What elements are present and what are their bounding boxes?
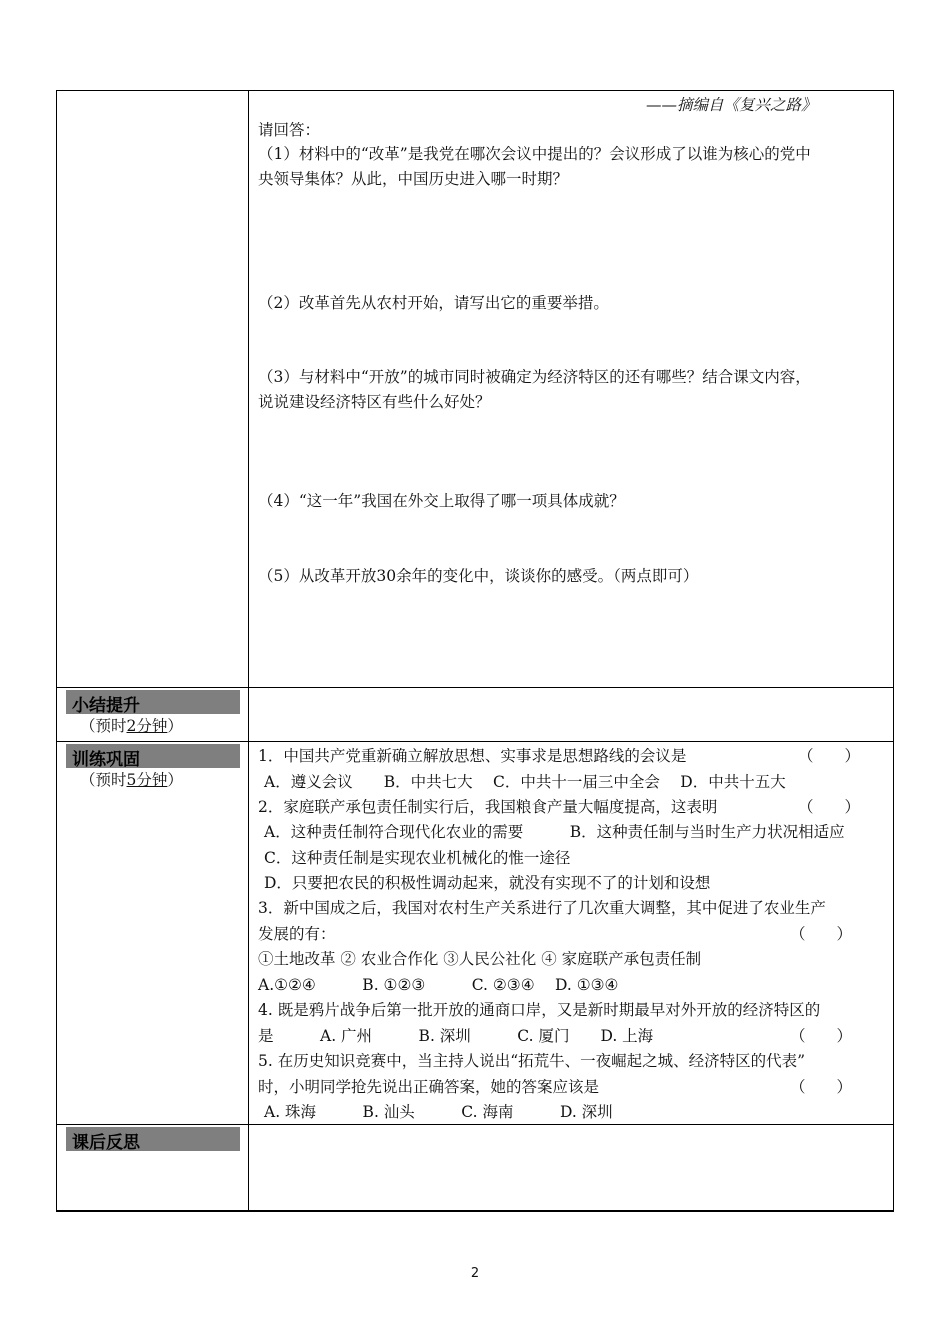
answer-bracket: （ ） <box>790 1027 853 1045</box>
prompt-text: 请回答： <box>258 121 321 139</box>
exercise-line: A．这种责任制符合现代化农业的需要 B．这种责任制与当时生产力状况相适应 <box>264 823 845 841</box>
reflection-title: 课后反思 <box>72 1133 140 1153</box>
exercise-line: ①土地改革 ② 农业合作化 ③人民公社化 ④ 家庭联产承包责任制 <box>258 950 702 968</box>
question-1-line-2: 央领导集体？从此，中国历史进入哪一时期？ <box>258 170 569 188</box>
exercise-line: A．遵义会议 B．中共七大 C．中共十一届三中全会 D．中共十五大 <box>264 773 786 791</box>
exercise-line: C．这种责任制是实现农业机械化的惟一途径 <box>264 849 571 867</box>
table-border-right <box>893 90 894 1212</box>
exercise-line: 1．中国共产党重新确立解放思想、实事求是思想路线的会议是 <box>258 747 687 765</box>
exercise-line: 2．家庭联产承包责任制实行后，我国粮食产量大幅度提高，这表明 <box>258 798 718 816</box>
exercise-line: 5. 在历史知识竞赛中，当主持人说出“拓荒牛、一夜崛起之城、经济特区的代表” <box>258 1052 806 1070</box>
exercise-line: 是 A. 广州 B. 深圳 C. 厦门 D. 上海 <box>258 1027 654 1045</box>
practice-header <box>66 744 240 768</box>
answer-bracket: （ ） <box>790 1078 853 1096</box>
summary-time: （预时2分钟） <box>80 717 183 735</box>
summary-time-value: 2分钟 <box>126 717 168 735</box>
question-5: （5）从改革开放30余年的变化中，谈谈你的感受。（两点即可） <box>258 567 699 585</box>
question-1-line-1: （1）材料中的“改革”是我党在哪次会议中提出的？会议形成了以谁为核心的党中 <box>258 145 811 163</box>
practice-title: 训练巩固 <box>72 750 140 770</box>
page-number: 2 <box>470 1266 480 1281</box>
exercise-line: 时，小明同学抢先说出正确答案，她的答案应该是 <box>258 1078 600 1096</box>
reflection-header <box>66 1127 240 1151</box>
question-4: （4）“这一年”我国在外交上取得了哪一项具体成就？ <box>258 492 625 510</box>
summary-title: 小结提升 <box>72 696 140 716</box>
practice-time: （预时5分钟） <box>80 771 183 789</box>
practice-time-value: 5分钟 <box>126 771 168 789</box>
exercise-line: A. 珠海 B. 汕头 C. 海南 D. 深圳 <box>264 1103 613 1121</box>
exercise-line: D．只要把农民的积极性调动起来，就没有实现不了的计划和设想 <box>264 874 711 892</box>
answer-bracket: （ ） <box>798 798 861 816</box>
table-column-divider <box>248 90 249 1212</box>
question-3-line-2: 说说建设经济特区有些什么好处？ <box>258 393 491 411</box>
question-2: （2）改革首先从农村开始，请写出它的重要举措。 <box>258 294 609 312</box>
question-3-line-1: （3）与材料中“开放”的城市同时被确定为经济特区的还有哪些？结合课文内容， <box>258 368 811 386</box>
exercise-line: A.①②④ B. ①②③ C. ②③④ D. ①③④ <box>258 976 619 994</box>
table-border-bottom <box>56 1210 894 1212</box>
answer-bracket: （ ） <box>798 747 861 765</box>
exercise-line: 3．新中国成之后，我国对农村生产关系进行了几次重大调整，其中促进了农业生产 <box>258 899 826 917</box>
table-border-left <box>56 90 57 1212</box>
exercise-line: 发展的有： <box>258 925 336 943</box>
table-row-divider-2 <box>56 741 894 742</box>
exercise-line: 4. 既是鸦片战争后第一批开放的通商口岸，又是新时期最早对外开放的经济特区的 <box>258 1001 821 1019</box>
table-row-divider-3 <box>56 1124 894 1125</box>
answer-bracket: （ ） <box>790 925 853 943</box>
source-line: ——摘编自《复兴之路》 <box>646 96 817 114</box>
table-row-divider-1 <box>56 687 894 688</box>
table-border-top <box>56 90 894 91</box>
summary-header <box>66 690 240 714</box>
